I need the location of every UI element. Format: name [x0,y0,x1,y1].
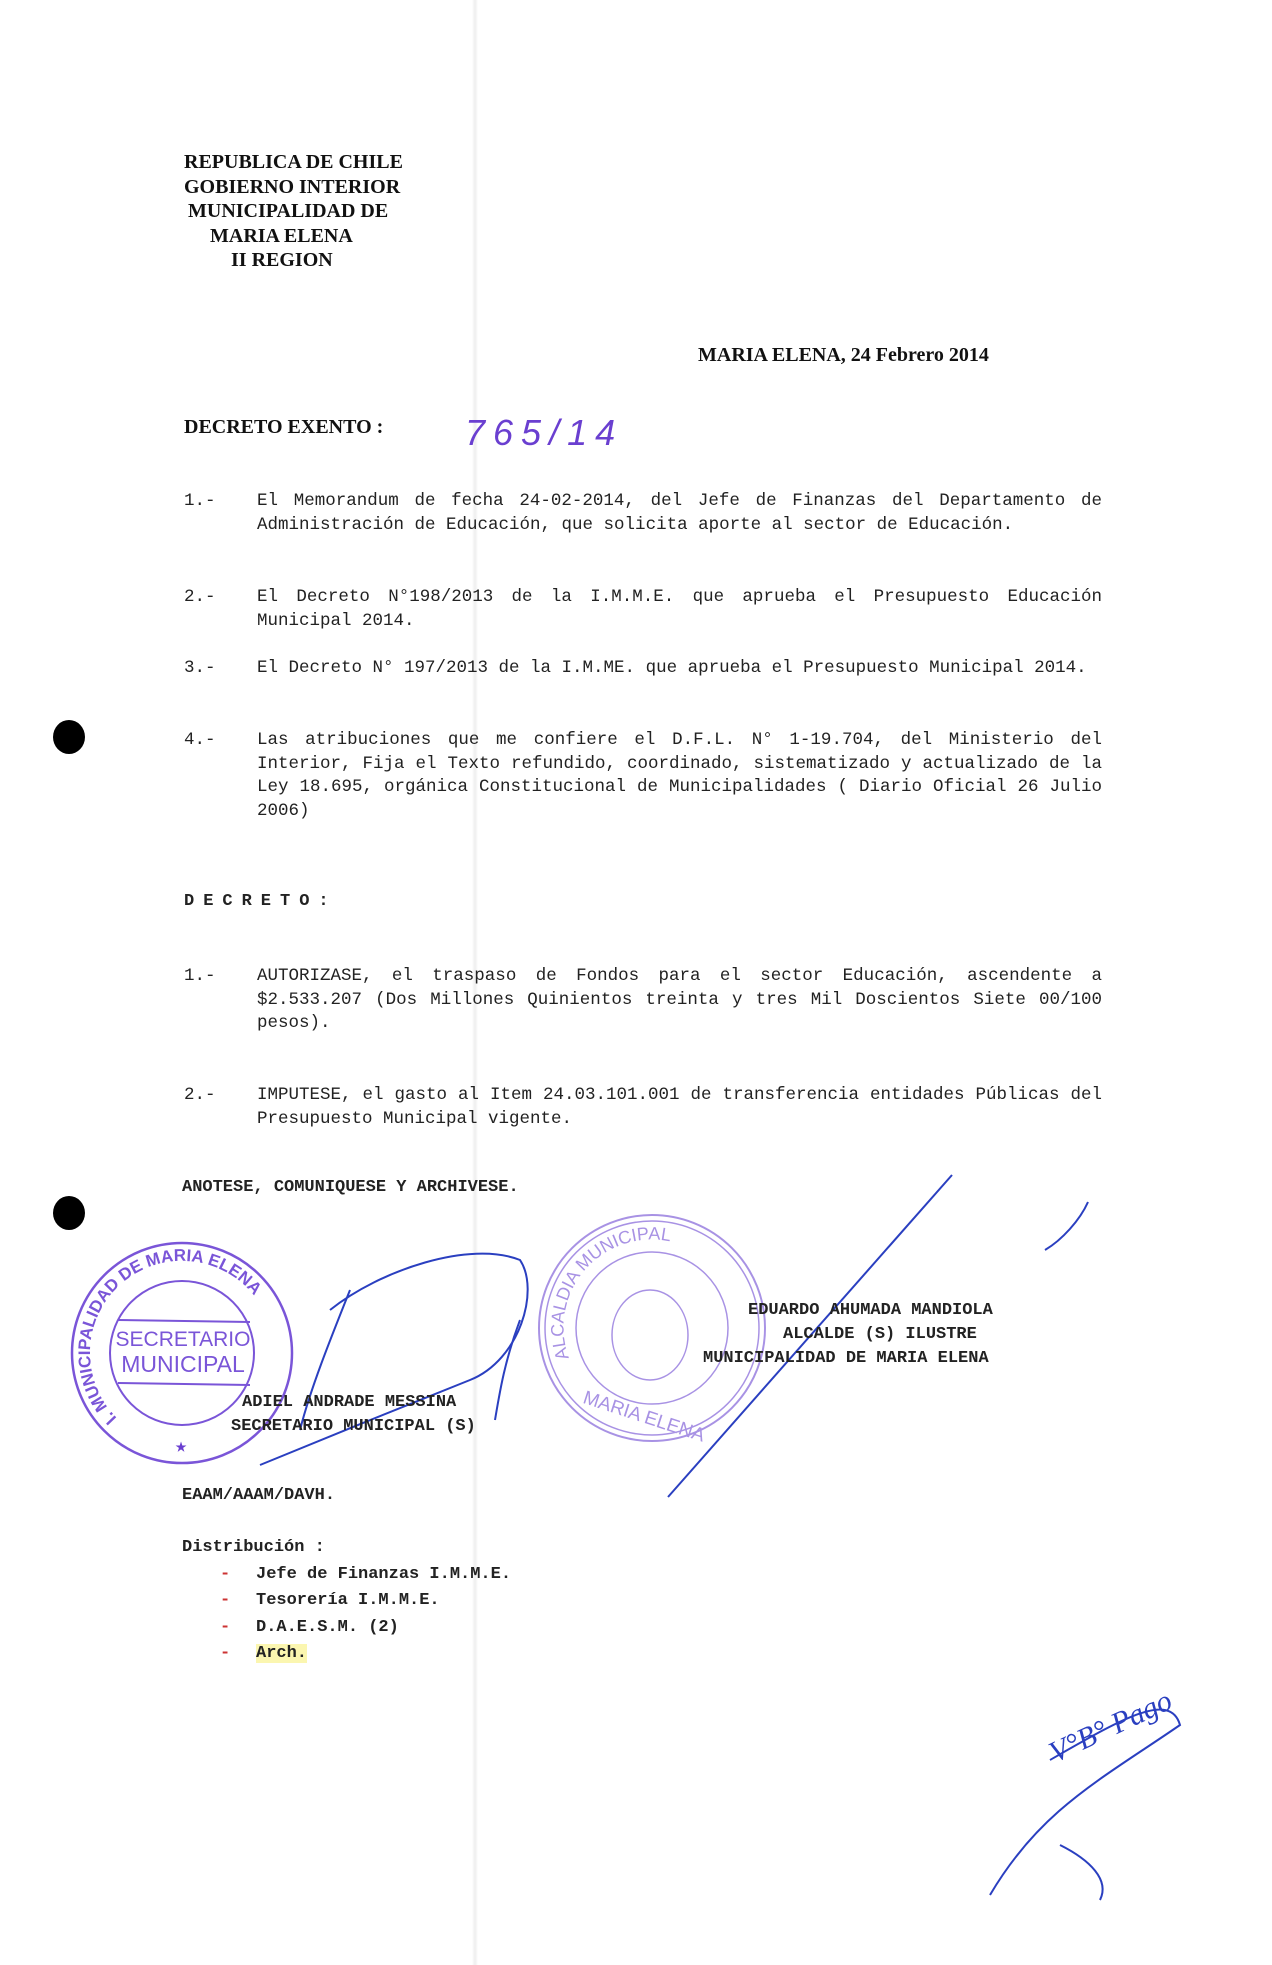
list-item: - Arch. [220,1644,308,1663]
item-number: 4.- [184,730,216,750]
distribution-list [182,1535,511,1668]
item-number: 1.- [184,966,216,986]
stamp-center-text: MUNICIPAL [121,1351,245,1377]
stamp-ring-text: ALCALDIA MUNICIPAL [547,1223,673,1363]
secretary-title: SECRETARIO MUNICIPAL (S) [231,1417,476,1436]
coat-of-arms-icon [612,1290,688,1380]
initials-reference: EAAM/AAAM/DAVH. [182,1486,336,1505]
letterhead-line: REPUBLICA DE CHILE [184,151,403,173]
stamp-center-text: SECRETARIO [115,1328,251,1351]
mayor-organization: MUNICIPALIDAD DE MARIA ELENA [703,1349,989,1368]
item-number: 2.- [184,587,216,607]
document-date: MARIA ELENA, 24 Febrero 2014 [698,344,989,366]
item-text: IMPUTESE, el gasto al Item 24.03.101.001 de transferencia entidades Públicas del Presupuesto Municipal vigente. [257,1085,1102,1129]
decreto-heading: DECRETO: [184,892,338,911]
letterhead-line: II REGION [231,249,333,271]
secretary-name: ADIEL ANDRADE MESSINA [242,1393,457,1412]
item-text: El Memorandum de fecha 24-02-2014, del Jefe de Finanzas del Departamento de Administración de Educación, que solicita aporte al sector de Educación. [257,491,1102,535]
svg-text:ALCALDIA MUNICIPAL [547,1223,672,1362]
closing-formula: ANOTESE, COMUNIQUESE Y ARCHIVESE. [182,1178,519,1197]
item-number: 3.- [184,658,216,678]
handwritten-note: V°B° Pago [1043,1683,1178,1770]
letterhead-line: MARIA ELENA [210,224,353,247]
stamp-ring-text: MARIA ELENA [580,1387,708,1447]
letterhead-line: GOBIERNO INTERIOR [184,175,401,198]
item-number: 1.- [184,491,216,511]
list-item: - D.A.E.S.M. (2) [220,1617,399,1637]
mayor-stamp [539,1215,765,1447]
stamp-ring-text: I. MUNICIPALIDAD DE MARIA ELENA [74,1245,266,1429]
item-text: El Decreto N°198/2013 de la I.M.M.E. que aprueba el Presupuesto Educación Municipal 2014. [257,587,1102,631]
distribution-label: Distribución : [182,1538,325,1557]
star-icon: ★ [175,1436,188,1459]
item-text: El Decreto N° 197/2013 de la I.M.ME. que aprueba el Presupuesto Municipal 2014. [257,658,1087,678]
item-number: 2.- [184,1085,216,1105]
mayor-title: ALCALDE (S) ILUSTRE [783,1325,977,1344]
item-text: AUTORIZASE, el traspaso de Fondos para el sector Educación, ascendente a $2.533.207 (Dos Millones Quinientos treinta y tres Mil Doscientos Siete 00/100 pesos). [257,966,1102,1033]
item-text: Las atribuciones que me confiere el D.F.L. N° 1-19.704, del Ministerio del Interior, Fija el Texto refundido, coordinado, sistematizado y actualizado de la Ley 18.695, orgánica Constitucional de Municipalidades ( Diario Oficial 26 Julio 2006) [257,730,1102,821]
mayor-name: EDUARDO AHUMADA MANDIOLA [748,1301,993,1320]
letterhead-line: MUNICIPALIDAD DE [188,200,389,222]
list-item: - Tesorería I.M.M.E. [220,1591,440,1610]
list-item: - Jefe de Finanzas I.M.M.E. [220,1564,512,1584]
decreto-exento-label: DECRETO EXENTO : [184,416,384,438]
decreto-number-stamp: 765/14 [465,412,624,453]
